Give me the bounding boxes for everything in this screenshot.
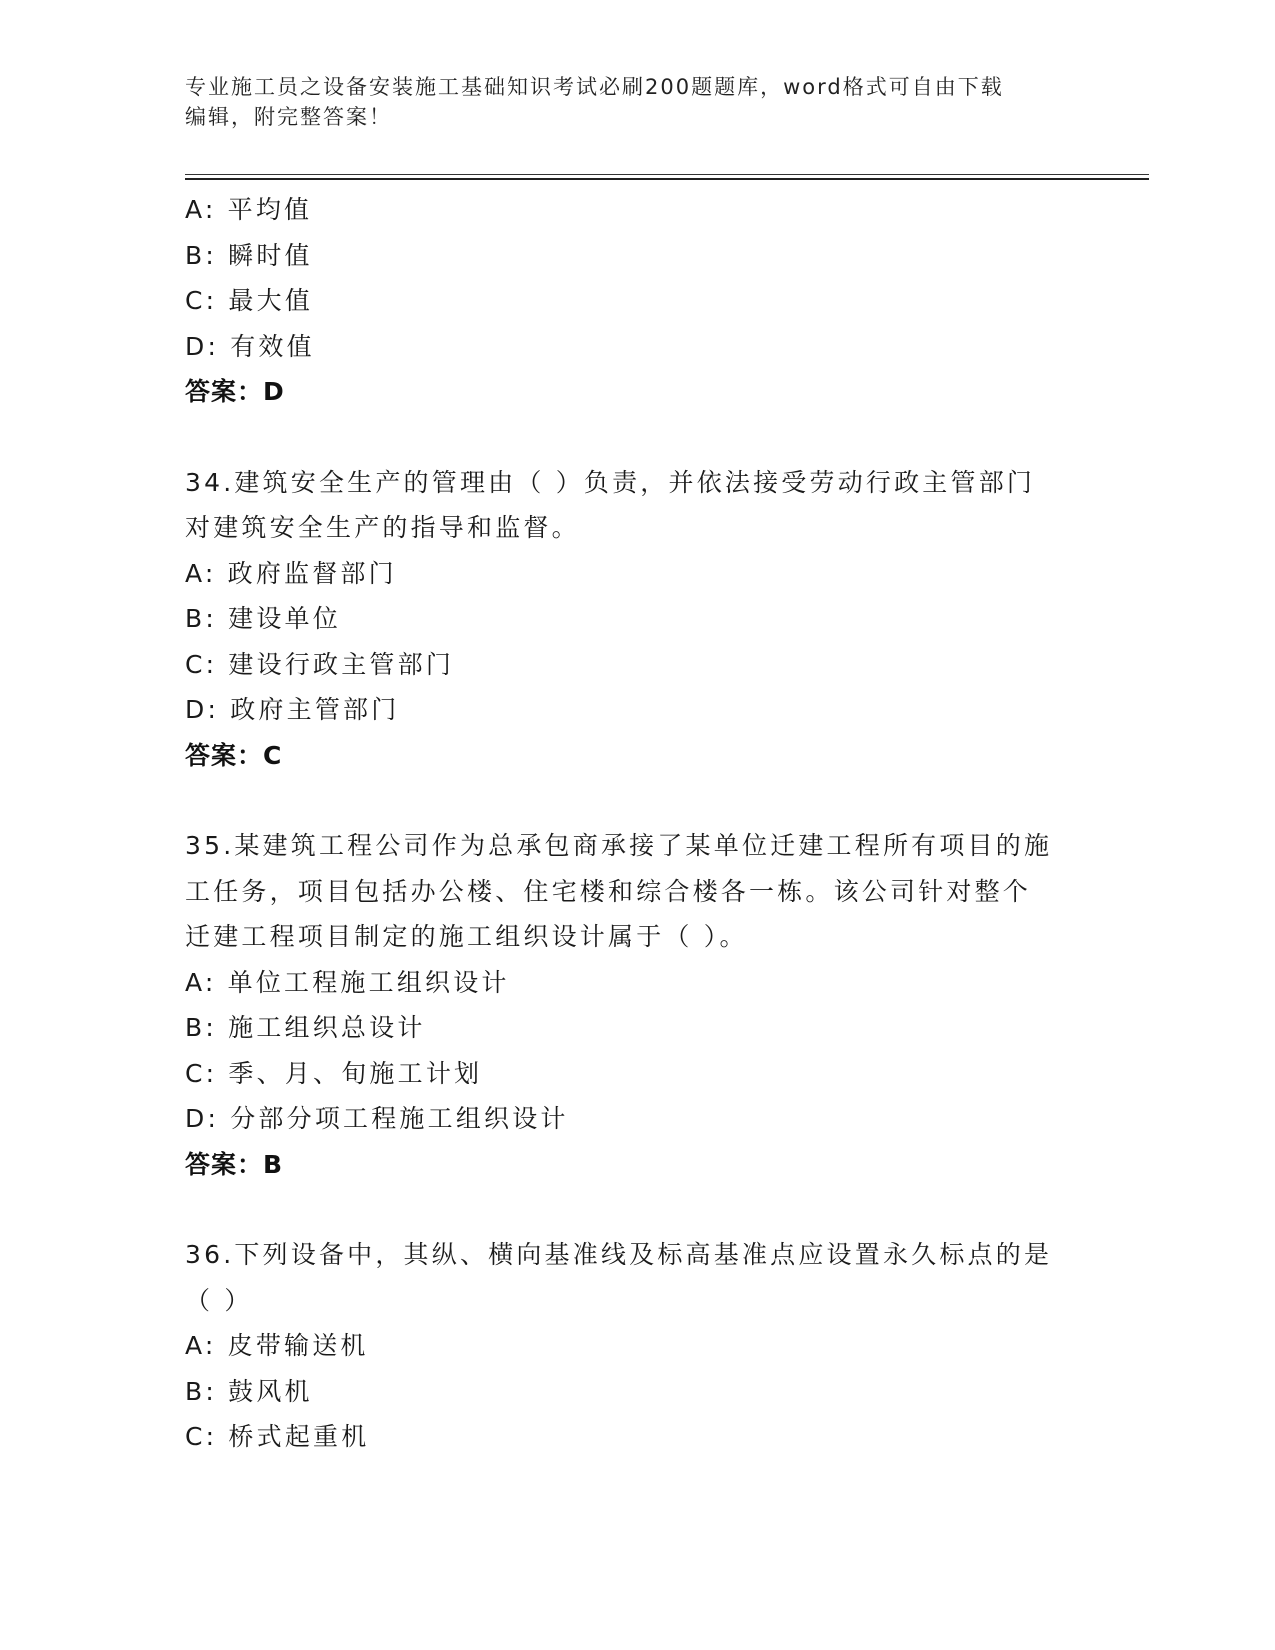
question-35-line-2: 工任务，项目包括办公楼、住宅楼和综合楼各一栋。该公司针对整个	[185, 876, 1032, 906]
spacer	[185, 415, 1065, 460]
option-b: B: 瞬时值	[185, 240, 313, 270]
question-36-text	[185, 1232, 1065, 1323]
option-d: D: 分部分项工程施工组织设计	[185, 1104, 569, 1133]
answer-35: 答案：B	[185, 1149, 284, 1179]
question-36-line-1: 36.下列设备中，其纵、横向基准线及标高基准点应设置永久标点的是	[185, 1240, 1053, 1269]
question-34-line-2: 对建筑安全生产的指导和监督。	[185, 513, 580, 542]
question-35	[185, 823, 1065, 1187]
document-header	[185, 72, 1065, 132]
option-c: C: 桥式起重机	[185, 1422, 370, 1451]
option-d: D: 有效值	[185, 331, 315, 361]
header-line-1: 专业施工员之设备安装施工基础知识考试必刷200题题库，word格式可自由下载	[185, 75, 1004, 99]
option-b: B: 建设单位	[185, 604, 341, 633]
question-list	[185, 187, 1065, 1460]
option-d: D: 政府主管部门	[185, 695, 400, 724]
option-c: C: 建设行政主管部门	[185, 649, 455, 679]
option-c: C: 最大值	[185, 286, 314, 315]
question-34-text	[185, 460, 1065, 551]
question-33	[185, 187, 1065, 415]
option-b: B: 鼓风机	[185, 1376, 313, 1406]
question-35-line-1: 35.某建筑工程公司作为总承包商承接了某单位迁建工程所有项目的施	[185, 831, 1053, 860]
question-35-line-3: 迁建工程项目制定的施工组织设计属于（ ）。	[185, 922, 748, 951]
option-c: C: 季、月、旬施工计划	[185, 1058, 483, 1088]
answer-34: 答案：C	[185, 740, 283, 770]
question-35-text	[185, 823, 1065, 960]
answer-33: 答案：D	[185, 377, 285, 406]
question-34	[185, 460, 1065, 779]
header-divider-thin	[185, 174, 1149, 175]
option-a: A: 政府监督部门	[185, 558, 397, 588]
option-a: A: 平均值	[185, 195, 313, 224]
question-34-line-1: 34.建筑安全生产的管理由（ ）负责，并依法接受劳动行政主管部门	[185, 467, 1036, 497]
question-36	[185, 1232, 1065, 1460]
header-divider-thick	[185, 178, 1149, 180]
option-a: A: 单位工程施工组织设计	[185, 967, 510, 997]
question-36-line-2: （ ）	[185, 1285, 253, 1315]
spacer	[185, 1187, 1065, 1232]
header-line-2: 编辑，附完整答案！	[185, 105, 392, 129]
spacer	[185, 778, 1065, 823]
option-a: A: 皮带输送机	[185, 1331, 369, 1360]
option-b: B: 施工组织总设计	[185, 1013, 426, 1042]
